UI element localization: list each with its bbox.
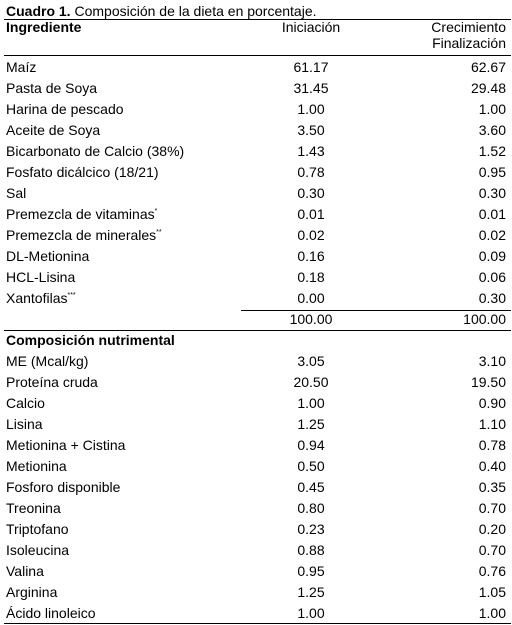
value-crecimiento: 1.00 bbox=[478, 605, 506, 621]
value-crecimiento: 1.52 bbox=[478, 143, 506, 159]
value-crecimiento: 0.01 bbox=[478, 206, 506, 222]
value-iniciacion: 0.01 bbox=[297, 206, 325, 222]
row-label bbox=[6, 204, 157, 225]
value-crecimiento: 0.35 bbox=[478, 479, 506, 495]
table-row bbox=[0, 78, 512, 99]
row-label-text: Fosforo disponible bbox=[6, 479, 121, 495]
row-label bbox=[6, 540, 69, 561]
row-label-text: ME (Mcal/kg) bbox=[6, 353, 89, 369]
row-label-text: Ácido linoleico bbox=[6, 605, 96, 621]
row-label bbox=[6, 162, 159, 183]
value-crecimiento: 0.70 bbox=[478, 500, 506, 516]
row-label bbox=[6, 603, 96, 624]
value-crecimiento: 0.76 bbox=[478, 563, 506, 579]
row-label-text: Bicarbonato de Calcio (38%) bbox=[6, 143, 185, 159]
row-label-text: Pasta de Soya bbox=[6, 80, 98, 96]
value-crecimiento: 0.70 bbox=[478, 542, 506, 558]
value-crecimiento: 1.10 bbox=[478, 416, 506, 432]
row-label-text: Aceite de Soya bbox=[6, 122, 101, 138]
row-label-text: Valina bbox=[6, 563, 44, 579]
value-iniciacion: 1.25 bbox=[297, 584, 325, 600]
row-label-text: Lisina bbox=[6, 416, 43, 432]
table-row bbox=[0, 57, 512, 78]
row-label-text: Sal bbox=[6, 185, 27, 201]
value-crecimiento: 0.06 bbox=[478, 269, 506, 285]
value-iniciacion: 1.00 bbox=[297, 605, 325, 621]
row-label bbox=[6, 477, 120, 498]
value-iniciacion: 0.50 bbox=[297, 458, 325, 474]
value-iniciacion: 3.05 bbox=[297, 353, 325, 369]
table-row bbox=[0, 561, 512, 582]
table-row bbox=[0, 99, 512, 120]
value-iniciacion: 0.00 bbox=[297, 290, 325, 306]
table-row bbox=[0, 183, 512, 204]
value-iniciacion: 0.16 bbox=[297, 248, 325, 264]
value-crecimiento: 19.50 bbox=[470, 374, 506, 390]
row-label-text: Arginina bbox=[6, 584, 58, 600]
value-crecimiento: 3.60 bbox=[478, 122, 506, 138]
value-crecimiento: 1.05 bbox=[478, 584, 506, 600]
value-iniciacion: 0.23 bbox=[297, 521, 325, 537]
row-label bbox=[6, 435, 125, 456]
footnote-marker: ** bbox=[156, 229, 162, 236]
row-label-text: Metionina + Cistina bbox=[6, 437, 126, 453]
row-label-text: Triptofano bbox=[6, 521, 69, 537]
header-crecimiento-line1: Crecimiento bbox=[431, 19, 506, 35]
value-iniciacion: 0.30 bbox=[297, 185, 325, 201]
table-row bbox=[0, 288, 512, 309]
value-iniciacion: 0.80 bbox=[297, 500, 325, 516]
table-row bbox=[0, 225, 512, 246]
value-crecimiento: 3.10 bbox=[478, 353, 506, 369]
header-crecimiento bbox=[431, 19, 506, 51]
row-label bbox=[6, 372, 98, 393]
value-crecimiento: 1.00 bbox=[478, 101, 506, 117]
value-crecimiento: 0.78 bbox=[478, 437, 506, 453]
header-ingredient: Ingrediente bbox=[6, 19, 82, 35]
table-row bbox=[0, 603, 512, 624]
row-label-text: Premezcla de minerales bbox=[6, 227, 157, 243]
row-label bbox=[6, 414, 43, 435]
value-iniciacion: 0.02 bbox=[297, 227, 325, 243]
table-caption bbox=[6, 3, 317, 19]
total-crecimiento: 100.00 bbox=[463, 311, 506, 327]
value-iniciacion: 20.50 bbox=[293, 374, 329, 390]
caption-text: Composición de la dieta en porcentaje. bbox=[70, 3, 317, 19]
row-label bbox=[6, 456, 67, 477]
table-row bbox=[0, 204, 512, 225]
table-row bbox=[0, 519, 512, 540]
value-crecimiento: 0.20 bbox=[478, 521, 506, 537]
value-crecimiento: 0.95 bbox=[478, 164, 506, 180]
row-label-text: Harina de pescado bbox=[6, 101, 124, 117]
value-iniciacion: 0.18 bbox=[297, 269, 325, 285]
row-label-text: Calcio bbox=[6, 395, 45, 411]
row-label bbox=[6, 57, 36, 78]
header-rule bbox=[4, 55, 511, 56]
value-crecimiento: 0.02 bbox=[478, 227, 506, 243]
row-label-text: DL-Metionina bbox=[6, 248, 90, 264]
value-crecimiento: 0.09 bbox=[478, 248, 506, 264]
value-crecimiento: 0.30 bbox=[478, 185, 506, 201]
footnote-marker: * bbox=[154, 208, 158, 215]
table-row bbox=[0, 162, 512, 183]
row-label bbox=[6, 351, 88, 372]
footnote-marker: *** bbox=[67, 292, 76, 299]
table-row bbox=[0, 393, 512, 414]
table-row bbox=[0, 120, 512, 141]
value-iniciacion: 1.25 bbox=[297, 416, 325, 432]
table-row bbox=[0, 267, 512, 288]
row-label-text: Metionina bbox=[6, 458, 67, 474]
value-iniciacion: 1.00 bbox=[297, 395, 325, 411]
row-label bbox=[6, 246, 89, 267]
row-label bbox=[6, 78, 97, 99]
caption-label: Cuadro 1. bbox=[6, 3, 71, 19]
value-iniciacion: 0.95 bbox=[297, 563, 325, 579]
value-iniciacion: 31.45 bbox=[293, 80, 329, 96]
row-label bbox=[6, 225, 162, 246]
row-label-text: Isoleucina bbox=[6, 542, 70, 558]
row-label bbox=[6, 288, 76, 309]
header-finalizacion-line2: Finalización bbox=[432, 35, 506, 51]
row-label bbox=[6, 267, 75, 288]
value-iniciacion: 0.78 bbox=[297, 164, 325, 180]
table-row bbox=[0, 246, 512, 267]
value-iniciacion: 0.88 bbox=[297, 542, 325, 558]
row-label bbox=[6, 561, 44, 582]
row-label bbox=[6, 120, 100, 141]
table-row bbox=[0, 372, 512, 393]
row-label-text: Fosfato dicálcico (18/21) bbox=[6, 164, 159, 180]
value-iniciacion: 61.17 bbox=[293, 59, 329, 75]
value-iniciacion: 3.50 bbox=[297, 122, 325, 138]
value-crecimiento: 0.30 bbox=[478, 290, 506, 306]
table-row bbox=[0, 498, 512, 519]
row-label bbox=[6, 582, 57, 603]
row-label bbox=[6, 99, 124, 120]
value-crecimiento: 29.48 bbox=[470, 80, 506, 96]
row-label-text: Maíz bbox=[6, 59, 37, 75]
table-row bbox=[0, 414, 512, 435]
bottom-rule bbox=[4, 623, 511, 624]
table-row bbox=[0, 582, 512, 603]
total-iniciacion: 100.00 bbox=[289, 311, 333, 327]
section-title-nutrimental: Composición nutrimental bbox=[6, 332, 175, 348]
table-row bbox=[0, 141, 512, 162]
table-row bbox=[0, 540, 512, 561]
value-crecimiento: 0.90 bbox=[478, 395, 506, 411]
value-iniciacion: 1.43 bbox=[297, 143, 325, 159]
row-label bbox=[6, 183, 26, 204]
value-iniciacion: 0.45 bbox=[297, 479, 325, 495]
row-label bbox=[6, 141, 184, 162]
row-label bbox=[6, 393, 45, 414]
value-iniciacion: 1.00 bbox=[297, 101, 325, 117]
row-label-text: Proteína cruda bbox=[6, 374, 98, 390]
row-label bbox=[6, 498, 61, 519]
totals-row bbox=[0, 309, 512, 330]
row-label-text: Treonina bbox=[6, 500, 61, 516]
table-row bbox=[0, 456, 512, 477]
row-label-text: Premezcla de vitaminas bbox=[6, 206, 155, 222]
table-row bbox=[0, 477, 512, 498]
value-crecimiento: 0.40 bbox=[478, 458, 506, 474]
header-iniciacion: Iniciación bbox=[281, 19, 341, 35]
table-row bbox=[0, 435, 512, 456]
value-iniciacion: 0.94 bbox=[297, 437, 325, 453]
row-label-text: HCL-Lisina bbox=[6, 269, 76, 285]
table-row bbox=[0, 351, 512, 372]
row-label bbox=[6, 519, 69, 540]
row-label-text: Xantofilas bbox=[6, 290, 68, 306]
value-crecimiento: 62.67 bbox=[470, 59, 506, 75]
